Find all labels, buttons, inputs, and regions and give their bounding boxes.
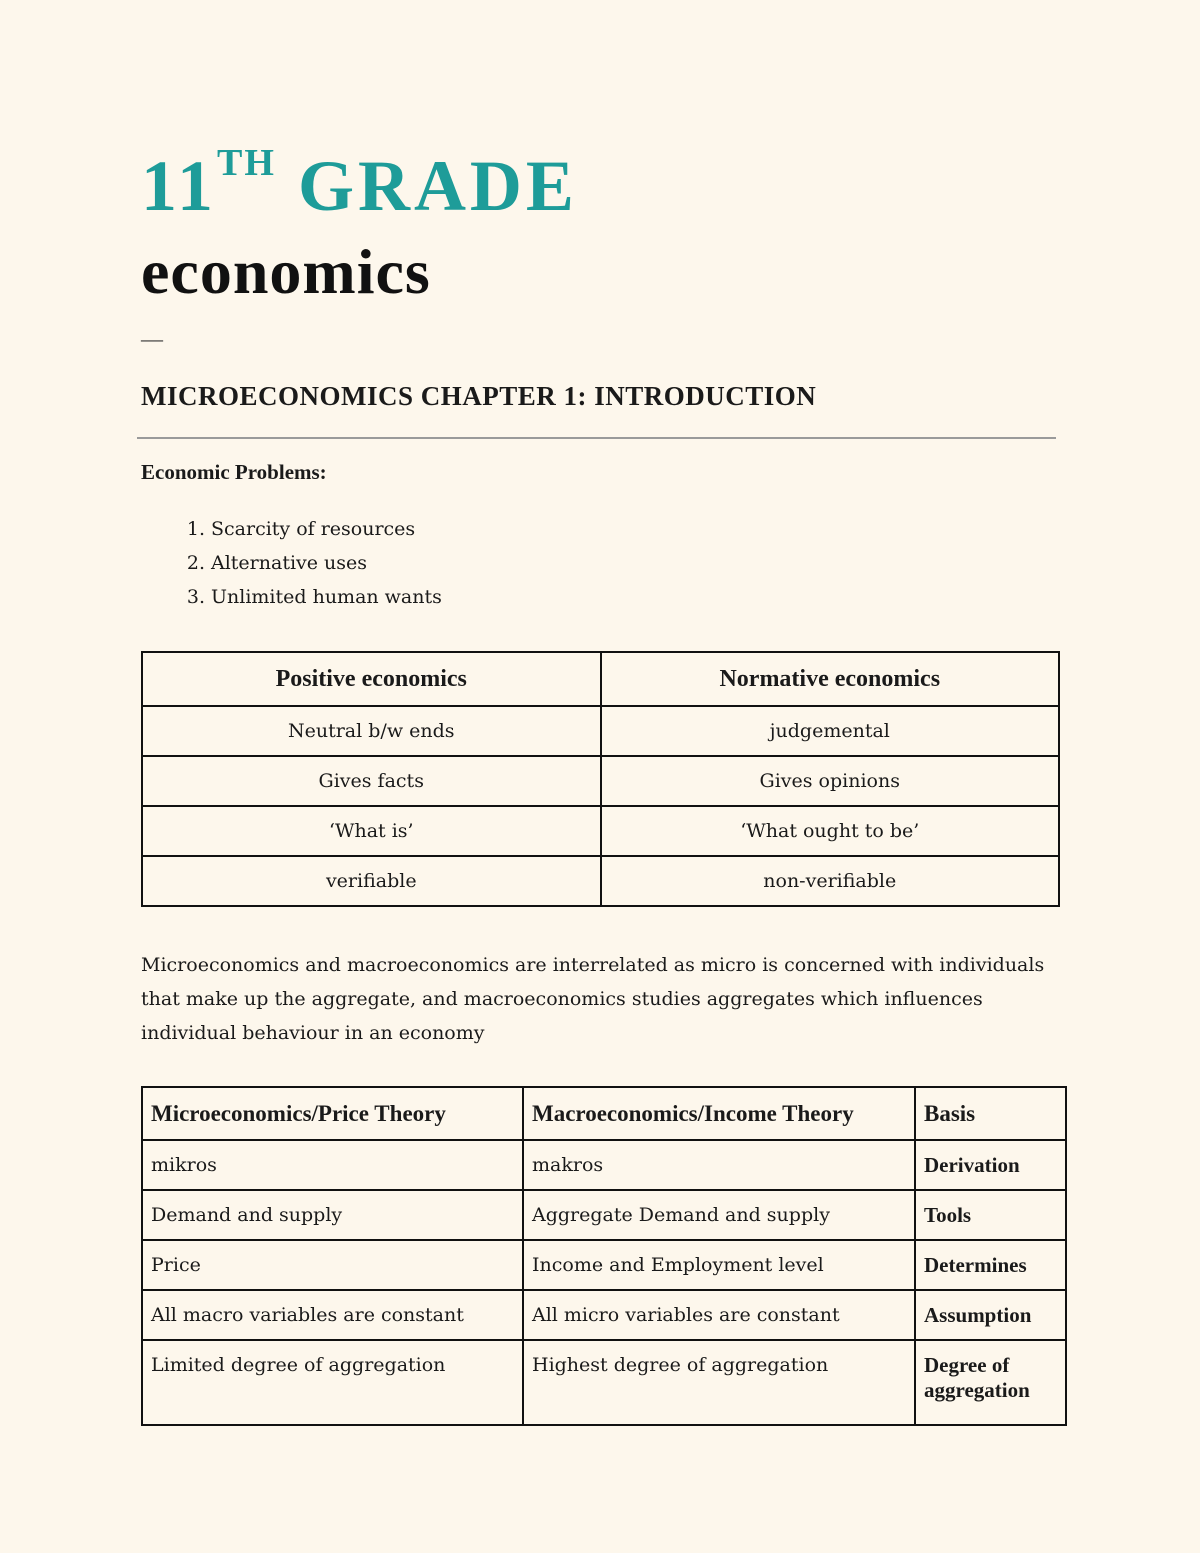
micro-macro-table [141,1086,1067,1426]
table-cell: Neutral b/w ends [142,706,601,756]
table-cell: Gives opinions [601,756,1060,806]
grade-suffix: TH [217,142,276,184]
table-cell: All macro variables are constant [142,1290,523,1340]
basis-cell: Derivation [915,1140,1066,1190]
body-paragraph: Microeconomics and macroeconomics are interrelated as micro is concerned with individuals that make up the aggregate, and macroeconomics studies aggregates which influences individual behaviour in an economy [141,954,1045,1044]
list-item [141,512,442,546]
table-cell: mikros [142,1140,523,1190]
problems-heading: Economic Problems: [141,460,327,484]
problems-list [141,512,442,614]
table-row [142,1190,1066,1240]
list-text: Scarcity of resources [211,518,416,540]
table-row [142,856,1059,906]
grade-number: 11 [141,146,218,226]
list-number: 3. [186,586,205,608]
grade-title [141,142,578,226]
basis-cell: Tools [915,1190,1066,1240]
column-header: Positive economics [142,652,601,706]
table-cell: ‘What ought to be’ [601,806,1060,856]
basis-cell: Assumption [915,1290,1066,1340]
column-header: Microeconomics/Price Theory [142,1087,523,1140]
horizontal-rule [137,437,1056,439]
list-item [141,546,442,580]
table-cell: Price [142,1240,523,1290]
chapter-heading: MICROECONOMICS CHAPTER 1: INTRODUCTION [141,381,817,411]
table-cell: Aggregate Demand and supply [523,1190,915,1240]
table-cell: verifiable [142,856,601,906]
table-cell: All micro variables are constant [523,1290,915,1340]
table-row [142,706,1059,756]
table-row [142,1340,1066,1425]
column-header: Normative economics [601,652,1060,706]
table-cell: Income and Employment level [523,1240,915,1290]
table-row [142,1290,1066,1340]
table-cell: Gives facts [142,756,601,806]
table-cell: Demand and supply [142,1190,523,1240]
list-text: Alternative uses [211,552,368,574]
column-header: Macroeconomics/Income Theory [523,1087,915,1140]
column-header: Basis [915,1087,1066,1140]
table-row [142,1240,1066,1290]
table-header-row [142,1087,1066,1140]
basis-cell: Determines [915,1240,1066,1290]
grade-word: GRADE [297,146,578,226]
title-dash: — [141,326,163,351]
table-row [142,806,1059,856]
table-cell: makros [523,1140,915,1190]
table-cell: judgemental [601,706,1060,756]
table-row [142,756,1059,806]
basis-cell: Degree of aggregation [915,1340,1066,1425]
positive-normative-table [141,651,1060,907]
table-header-row [142,652,1059,706]
list-number: 2. [186,552,205,574]
list-item [141,580,442,614]
table-cell: Limited degree of aggregation [142,1340,523,1425]
table-cell: Highest degree of aggregation [523,1340,915,1425]
table-cell: non-verifiable [601,856,1060,906]
subject-title: economics [141,236,431,307]
list-text: Unlimited human wants [211,586,442,608]
table-cell: ‘What is’ [142,806,601,856]
table-row [142,1140,1066,1190]
list-number: 1. [186,518,205,540]
